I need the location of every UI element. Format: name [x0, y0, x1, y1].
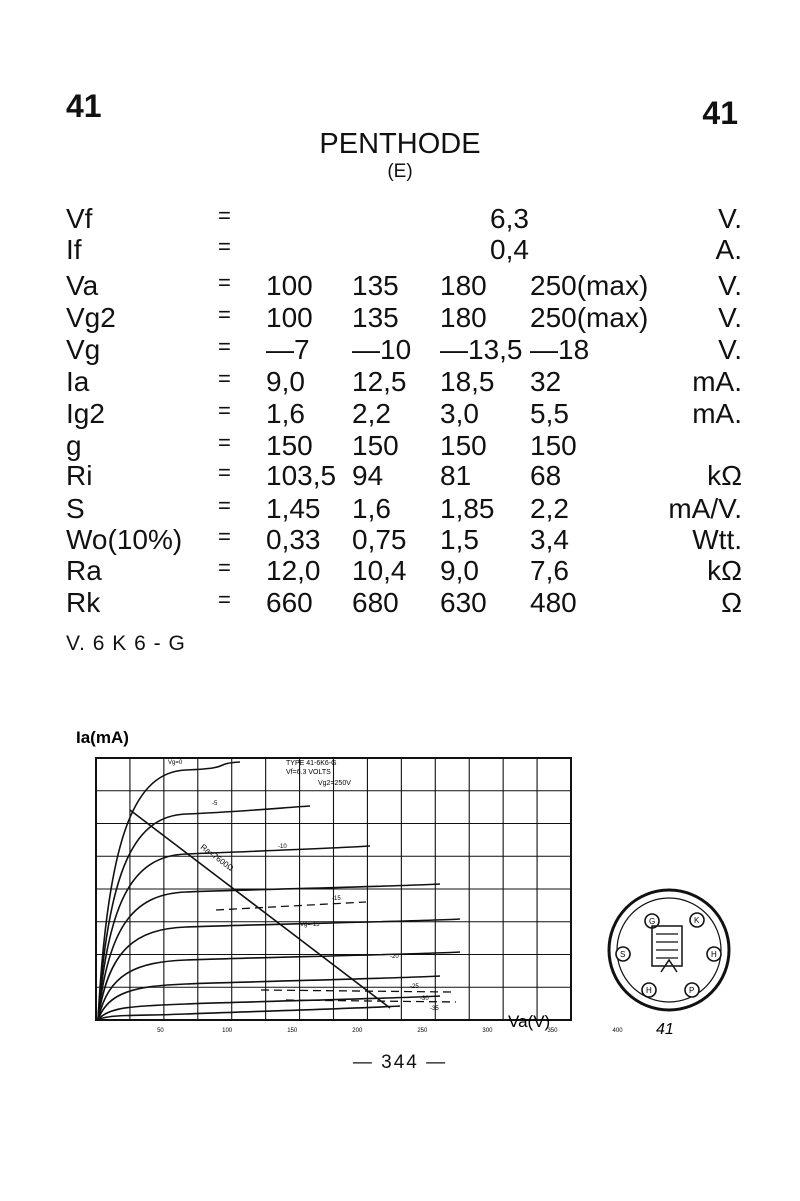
plate-curves [98, 760, 460, 1020]
curve-label: -5 [212, 801, 218, 807]
spec-vg-eq: = [218, 334, 231, 359]
curve-label: -25 [410, 984, 419, 990]
spec-g-v1: 150 [266, 430, 313, 461]
spec-ra-label: Ra [66, 555, 102, 586]
spec-ig2-v2: 2,2 [352, 398, 391, 429]
spec-wo10-v1: 0,33 [266, 524, 321, 555]
spec-ig2-label: Ig2 [66, 398, 105, 429]
spec-ri-v2: 94 [352, 460, 384, 491]
pin-label: G [649, 917, 656, 926]
curve-label: Vg=0 [168, 760, 183, 766]
spec-if-v3: 0,4 [490, 234, 529, 265]
spec-ra-v1: 12,0 [266, 555, 321, 586]
spec-vf-unit: V. [718, 203, 742, 234]
spec-vg2-v3: 180 [440, 302, 487, 333]
spec-s-v1: 1,45 [266, 493, 321, 524]
pin-label: K [694, 916, 700, 925]
pin-label: S [620, 950, 626, 959]
spec-ri-unit: kΩ [707, 460, 742, 491]
spec-ra-v4: 7,6 [530, 555, 569, 586]
spec-vf-eq: = [218, 203, 231, 228]
base-diagram [604, 888, 744, 1048]
dashed-curve [216, 902, 366, 910]
x-tick-label: 200 [352, 1028, 363, 1034]
graph-grid [96, 758, 571, 1020]
spec-rk-v2: 680 [352, 587, 399, 618]
spec-wo10-eq: = [218, 524, 231, 549]
electrode-structure [652, 926, 682, 966]
spec-rk-label: Rk [66, 587, 101, 618]
x-axis-label: Va(V) [508, 1012, 551, 1031]
spec-wo10-unit: Wtt. [692, 524, 742, 555]
spec-ri-v1: 103,5 [266, 460, 337, 491]
spec-ra-unit: kΩ [707, 555, 742, 586]
spec-vf-label: Vf [66, 203, 93, 234]
spec-g-v3: 150 [440, 430, 487, 461]
spec-vg2-unit: V. [718, 302, 742, 333]
spec-wo10-label: Wo(10%) [66, 524, 183, 555]
footer-page-number: — 344 — [352, 1052, 448, 1073]
x-tick-label: 250 [417, 1028, 428, 1034]
spec-vg-v1: —7 [266, 334, 310, 365]
spec-ra-eq: = [218, 555, 231, 580]
curve-label: -20 [390, 954, 399, 960]
spec-ia-v2: 12,5 [352, 366, 407, 397]
load-line [130, 810, 390, 1008]
page-number-left: 41 [66, 88, 102, 124]
spec-ia-v3: 18,5 [440, 366, 495, 397]
spec-wo10-v4: 3,4 [530, 524, 569, 555]
x-tick-label: 300 [482, 1028, 493, 1034]
spec-rk-eq: = [218, 587, 231, 612]
spec-va-unit: V. [718, 270, 742, 301]
curve-label: -10 [278, 844, 287, 850]
curve-label: -30 [420, 996, 429, 1002]
spec-va-v1: 100 [266, 270, 313, 301]
spec-if-eq: = [218, 234, 231, 259]
spec-rk-unit: Ω [721, 587, 742, 618]
spec-if-label: If [66, 234, 82, 265]
x-tick-labels [157, 1028, 623, 1034]
legend-vf: Vf=6.3 VOLTS [286, 769, 331, 776]
spec-g-v4: 150 [530, 430, 577, 461]
spec-ig2-v4: 5,5 [530, 398, 569, 429]
spec-s-label: S [66, 493, 85, 524]
x-tick-label: 100 [222, 1028, 233, 1034]
spec-g-v2: 150 [352, 430, 399, 461]
tube-type-subtitle: (E) [387, 161, 413, 182]
spec-ra-v2: 10,4 [352, 555, 407, 586]
pin-label: P [689, 986, 695, 995]
spec-vf-v3: 6,3 [490, 203, 529, 234]
spec-ia-unit: mA. [692, 366, 742, 397]
spec-ri-v3: 81 [440, 460, 472, 491]
spec-s-v2: 1,6 [352, 493, 391, 524]
curve-label: Vg=-15 [300, 922, 320, 928]
y-axis-label: Ia(mA) [76, 728, 129, 747]
spec-g-eq: = [218, 430, 231, 455]
spec-ig2-v3: 3,0 [440, 398, 479, 429]
spec-va-eq: = [218, 270, 231, 295]
spec-ig2-unit: mA. [692, 398, 742, 429]
spec-vg-v4: —18 [530, 334, 590, 365]
spec-ia-label: Ia [66, 366, 90, 397]
characteristic-graph [60, 720, 623, 1050]
spec-va-v4: 250(max) [530, 270, 649, 301]
legend-type: TYPE 41-6K6-G [286, 760, 337, 767]
spec-va-v3: 180 [440, 270, 487, 301]
spec-vg-label: Vg [66, 334, 101, 365]
spec-ia-eq: = [218, 366, 231, 391]
spec-ra-v3: 9,0 [440, 555, 479, 586]
spec-ig2-eq: = [218, 398, 231, 423]
curve-label: -35 [430, 1006, 439, 1012]
x-tick-label: 150 [287, 1028, 298, 1034]
x-tick-label: 400 [612, 1028, 623, 1034]
spec-wo10-v3: 1,5 [440, 524, 479, 555]
plate-curve [98, 884, 440, 1020]
curve-label: -15 [332, 896, 341, 902]
pin-label: H [711, 950, 717, 959]
x-tick-label: 350 [547, 1028, 558, 1034]
spec-s-v3: 1,85 [440, 493, 495, 524]
pin-label: H [646, 986, 652, 995]
spec-if-unit: A. [715, 234, 742, 265]
equivalent-type: V. 6 K 6 - G [66, 632, 186, 655]
spec-vg-v3: —13,5 [440, 334, 523, 365]
spec-vg2-v1: 100 [266, 302, 313, 333]
spec-rk-v1: 660 [266, 587, 313, 618]
spec-s-v4: 2,2 [530, 493, 569, 524]
spec-va-v2: 135 [352, 270, 399, 301]
spec-rk-v3: 630 [440, 587, 487, 618]
page-number-right: 41 [702, 95, 738, 131]
spec-ri-eq: = [218, 460, 231, 485]
legend-vg2: Vg2=250V [318, 780, 351, 787]
load-line-label: Ra=7600Ω [198, 842, 236, 873]
plate-curve [98, 1006, 400, 1020]
spec-ri-label: Ri [66, 460, 93, 491]
base-caption: 41 [656, 1021, 674, 1038]
spec-vg2-v4: 250(max) [530, 302, 649, 333]
spec-wo10-v2: 0,75 [352, 524, 407, 555]
spec-ia-v1: 9,0 [266, 366, 305, 397]
spec-ig2-v1: 1,6 [266, 398, 305, 429]
spec-s-eq: = [218, 493, 231, 518]
spec-vg2-label: Vg2 [66, 302, 116, 333]
spec-va-label: Va [66, 270, 99, 301]
spec-rk-v4: 480 [530, 587, 577, 618]
spec-vg2-eq: = [218, 302, 231, 327]
spec-s-unit: mA/V. [668, 493, 742, 524]
plate-curve [98, 846, 370, 1020]
spec-vg2-v2: 135 [352, 302, 399, 333]
spec-vg-v2: —10 [352, 334, 412, 365]
x-tick-label: 50 [157, 1028, 164, 1034]
spec-ia-v4: 32 [530, 366, 562, 397]
tube-type-title: PENTHODE [319, 128, 481, 160]
spec-ri-v4: 68 [530, 460, 562, 491]
spec-g-label: g [66, 430, 82, 461]
spec-vg-unit: V. [718, 334, 742, 365]
dashed-curve [261, 990, 451, 992]
